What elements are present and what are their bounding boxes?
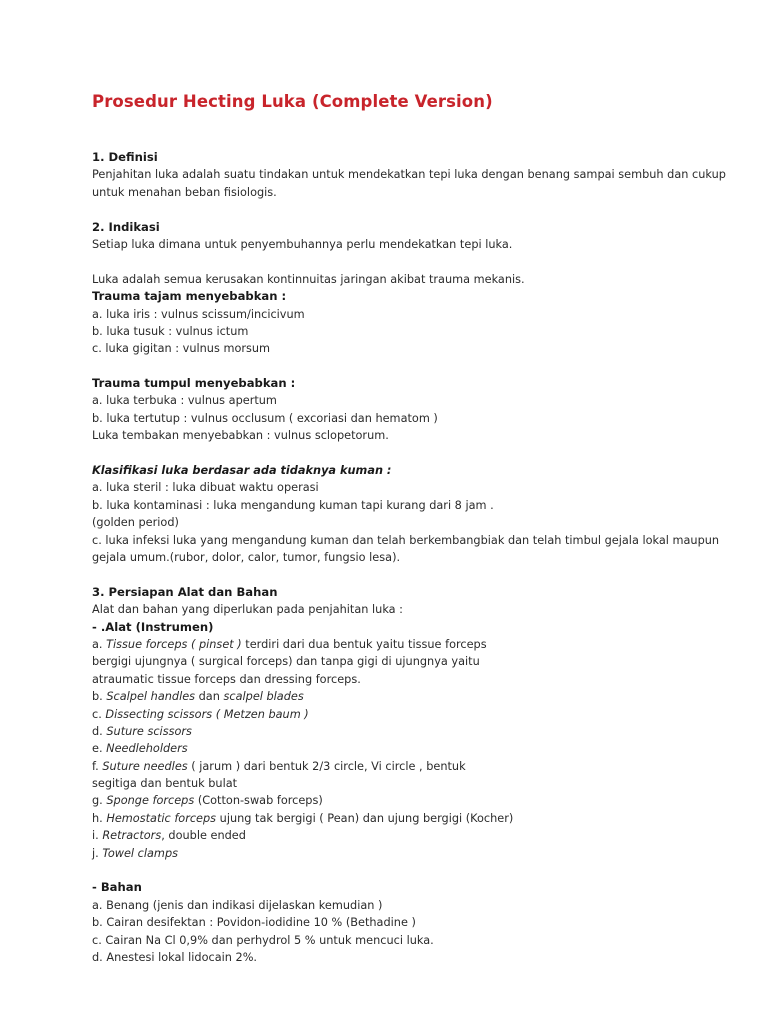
list-item: c. luka infeksi luka yang mengandung kuman dan telah berkembangbiak dan telah timbul gejala lokal maupun: [92, 533, 720, 547]
item-marker: b.: [92, 690, 107, 704]
item-term: Scalpel handles: [106, 690, 196, 704]
item-term: Retractors: [102, 829, 162, 843]
item-term: Needleholders: [106, 742, 188, 756]
paragraph-line: Penjahitan luka adalah suatu tindakan untuk mendekatkan tepi luka dengan benang sampai sembuh dan cukup: [92, 168, 726, 182]
item-marker: e.: [92, 742, 107, 756]
list-item-alat-c: [92, 706, 712, 723]
list-item: a. luka iris : vulnus scissum/incicivum: [92, 307, 305, 321]
list-item: b. Cairan desifektan : Povidon-iodidine 10 % (Bethadine ): [92, 916, 416, 930]
list-item-alat-i: [92, 827, 712, 844]
item-term: Dissecting scissors ( Metzen baum ): [105, 707, 309, 721]
list-item-continuation: bergigi ujungnya ( surgical forceps) dan tanpa gigi di ujungnya yaitu: [92, 655, 480, 669]
list-item: c. luka gigitan : vulnus morsum: [92, 342, 271, 356]
paragraph-line: Luka adalah semua kerusakan kontinnuitas jaringan akibat trauma mekanis.: [92, 272, 525, 286]
paragraph-line: untuk menahan beban fisiologis.: [92, 185, 277, 199]
list-item-alat-f: [92, 758, 712, 775]
list-item-alat-h: [92, 810, 712, 827]
document-title: Prosedur Hecting Luka (Complete Version): [92, 92, 493, 111]
blank-line: [92, 253, 712, 270]
paragraph-line: Alat dan bahan yang diperlukan pada penjahitan luka :: [92, 603, 403, 617]
document-body: [92, 149, 726, 966]
item-marker: c.: [92, 707, 106, 721]
blank-line: [92, 566, 712, 583]
subheading-trauma-tajam: Trauma tajam menyebabkan :: [92, 289, 287, 304]
list-item: b. luka tertutup : vulnus occlusum ( excoriasi dan hematom ): [92, 411, 438, 425]
item-text: , double ended: [161, 829, 246, 843]
list-item-alat-d: [92, 723, 712, 740]
item-marker: d.: [92, 724, 107, 738]
list-item-continuation: segitiga dan bentuk bulat: [92, 777, 238, 791]
list-item: a. luka terbuka : vulnus apertum: [92, 394, 277, 408]
item-marker: f.: [92, 759, 103, 773]
list-item: (golden period): [92, 516, 179, 530]
section-heading-indikasi: 2. Indikasi: [92, 219, 160, 234]
list-item: b. luka tusuk : vulnus ictum: [92, 324, 249, 338]
list-item: a. luka steril : luka dibuat waktu operasi: [92, 481, 319, 495]
item-marker: h.: [92, 811, 107, 825]
item-term: Sponge forceps: [106, 794, 195, 808]
item-text: terdiri dari dua bentuk yaitu tissue forceps: [241, 637, 487, 651]
paragraph-line: Setiap luka dimana untuk penyembuhannya perlu mendekatkan tepi luka.: [92, 237, 513, 251]
list-item-continuation: atraumatic tissue forceps dan dressing forceps.: [92, 672, 361, 686]
list-item: gejala umum.(rubor, dolor, calor, tumor, fungsio lesa).: [92, 550, 401, 564]
item-term: Towel clamps: [102, 846, 178, 860]
subheading-klasifikasi: Klasifikasi luka berdasar ada tidaknya kuman :: [92, 464, 392, 478]
blank-line: [92, 445, 712, 462]
item-text: ( jarum ) dari bentuk 2/3 circle, Vi circle , bentuk: [187, 759, 466, 773]
list-item: c. Cairan Na Cl 0,9% dan perhydrol 5 % untuk mencuci luka.: [92, 933, 434, 947]
item-term: Tissue forceps ( pinset ): [106, 637, 242, 651]
list-item-alat-b: [92, 688, 712, 705]
subheading-trauma-tumpul: Trauma tumpul menyebabkan :: [92, 376, 296, 391]
item-text: dan: [195, 690, 224, 704]
item-text: (Cotton-swab forceps): [194, 794, 323, 808]
list-item: b. luka kontaminasi : luka mengandung kuman tapi kurang dari 8 jam .: [92, 498, 494, 512]
list-item-alat-a: [92, 636, 712, 653]
list-item: a. Benang (jenis dan indikasi dijelaskan kemudian ): [92, 898, 383, 912]
item-term: scalpel blades: [223, 690, 304, 704]
item-term: Suture scissors: [106, 724, 192, 738]
item-term: Hemostatic forceps: [106, 811, 217, 825]
list-item-alat-g: [92, 792, 712, 809]
section-heading-definisi: 1. Definisi: [92, 150, 158, 164]
subheading-alat: - .Alat (Instrumen): [92, 619, 214, 634]
item-marker: j.: [92, 846, 103, 860]
item-marker: a.: [92, 637, 107, 651]
subheading-bahan: - Bahan: [92, 880, 142, 895]
list-item-alat-j: [92, 845, 712, 862]
blank-line: [92, 201, 712, 218]
item-marker: i.: [92, 829, 103, 843]
list-item: Luka tembakan menyebabkan : vulnus sclopetorum.: [92, 429, 389, 443]
blank-line: [92, 358, 712, 375]
item-marker: g.: [92, 794, 107, 808]
list-item: d. Anestesi lokal lidocain 2%.: [92, 950, 258, 964]
item-text: ujung tak bergigi ( Pean) dan ujung bergigi (Kocher): [216, 811, 514, 825]
section-heading-persiapan: 3. Persiapan Alat dan Bahan: [92, 584, 278, 599]
item-term: Suture needles: [102, 759, 188, 773]
list-item-alat-e: [92, 740, 712, 757]
blank-line: [92, 862, 712, 879]
